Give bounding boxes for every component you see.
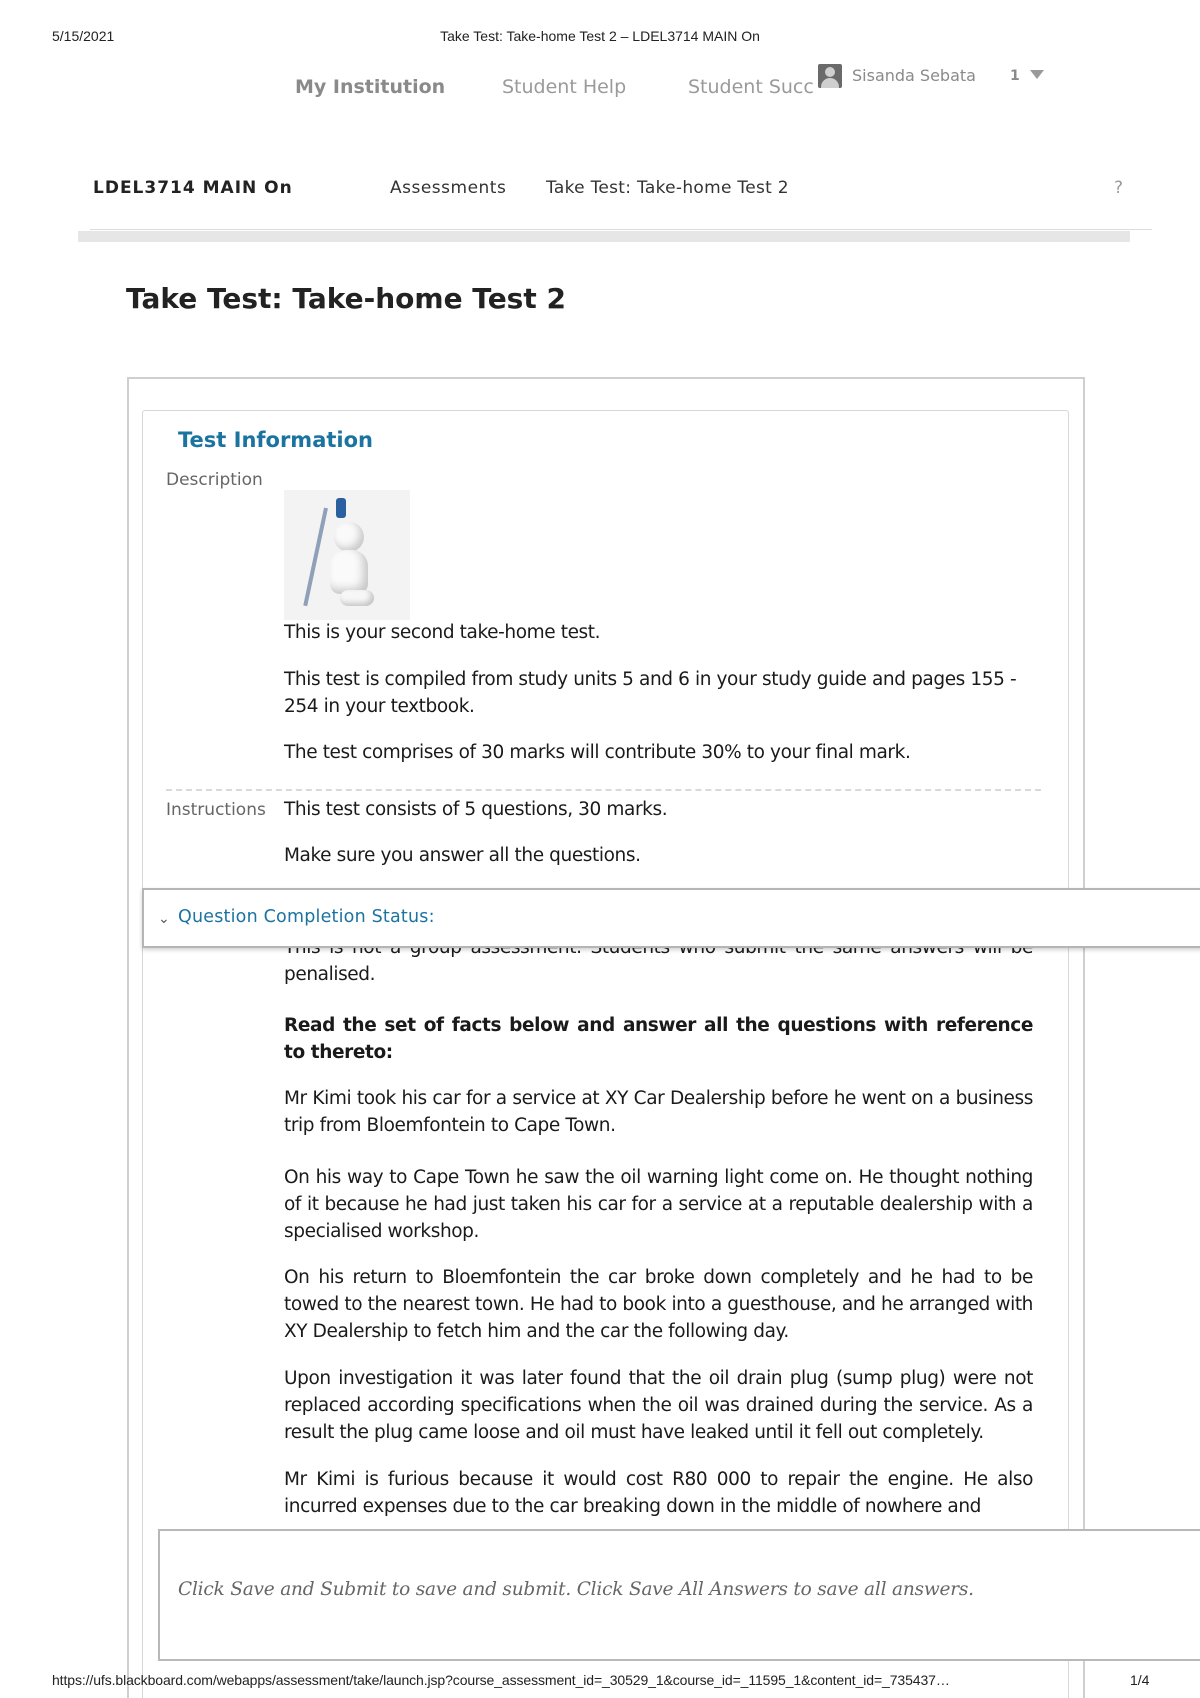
question-completion-status-toggle[interactable]: Question Completion Status: <box>178 907 435 927</box>
description-paragraph: This test is compiled from study units 5 and 6 in your study guide and pages 155 - 254 in your textbook. <box>284 669 1017 717</box>
breadcrumb-divider <box>90 229 1152 230</box>
save-instructions: Click Save and Submit to save and submit. Click Save All Answers to save all answers. <box>178 1579 974 1600</box>
print-page-number: 1/4 <box>1130 1672 1150 1688</box>
nav-student-help[interactable]: Student Help <box>502 76 627 98</box>
help-icon[interactable]: ? <box>1114 178 1124 198</box>
instructions-label: Instructions <box>166 800 266 820</box>
breadcrumb-shadow <box>78 231 1130 242</box>
instruction-paragraph: penalised. <box>284 964 376 985</box>
description-label: Description <box>166 470 263 490</box>
nav-student-success-portal[interactable]: Student Succ <box>688 76 814 98</box>
print-header <box>0 28 1200 48</box>
print-url: https://ufs.blackboard.com/webapps/assessment/take/launch.jsp?course_assessment_id=_30529_1&course_id=_11595_1&content_id=_735437… <box>52 1672 950 1688</box>
print-page-title: Take Test: Take-home Test 2 – LDEL3714 MAIN On <box>440 28 760 44</box>
instruction-paragraph: On his return to Bloemfontein the car broke down completely and he had to be towed to the nearest town. He had to book into a guesthouse, and he arranged with XY Dealership to fetch him and the car the following day. <box>284 1267 1033 1342</box>
chevron-down-icon[interactable] <box>1030 70 1044 79</box>
test-information-heading: Test Information <box>178 428 373 452</box>
nav-my-institution[interactable]: My Institution <box>295 76 446 98</box>
user-name[interactable]: Sisanda Sebata <box>852 66 976 85</box>
page-title: Take Test: Take-home Test 2 <box>126 282 566 315</box>
description-paragraph: This is your second take-home test. <box>284 622 601 643</box>
description-image <box>284 490 410 620</box>
breadcrumb <box>0 178 1200 208</box>
breadcrumb-current: Take Test: Take-home Test 2 <box>546 178 789 198</box>
instruction-paragraph: On his way to Cape Town he saw the oil warning light come on. He thought nothing of it because he had just taken his car for a service at a reputable dealership with a specialised workshop. <box>284 1167 1033 1242</box>
submit-footer <box>158 1529 1200 1661</box>
instruction-paragraph: This test consists of 5 questions, 30 marks. <box>284 799 668 820</box>
notification-count[interactable]: 1 <box>1010 68 1020 84</box>
section-divider <box>166 789 1041 791</box>
instruction-paragraph: Mr Kimi is furious because it would cost R80 000 to repair the engine. He also incurred expenses due to the car breaking down in the middle of nowhere and <box>284 1469 1033 1517</box>
question-completion-status-bar[interactable] <box>142 888 1200 948</box>
description-paragraph: The test comprises of 30 marks will contribute 30% to your final mark. <box>284 742 911 763</box>
instruction-heading: Read the set of facts below and answer all the questions with reference to thereto: <box>284 1015 1033 1063</box>
instruction-paragraph: Mr Kimi took his car for a service at XY Car Dealership before he went on a business trip from Bloemfontein to Cape Town. <box>284 1088 1033 1136</box>
avatar <box>818 64 842 88</box>
breadcrumb-course[interactable]: LDEL3714 MAIN On <box>93 178 293 198</box>
breadcrumb-assessments[interactable]: Assessments <box>390 178 507 198</box>
top-nav <box>0 76 1200 106</box>
double-chevron-down-icon[interactable]: ⌄ <box>158 911 170 927</box>
instruction-paragraph: Upon investigation it was later found that the oil drain plug (sump plug) were not replaced according specifications when the oil was drained during the service. As a result the plug came loose and oil must have leaked until it fell out completely. <box>284 1368 1033 1443</box>
instruction-paragraph: Make sure you answer all the questions. <box>284 845 641 866</box>
print-date: 5/15/2021 <box>52 28 115 44</box>
